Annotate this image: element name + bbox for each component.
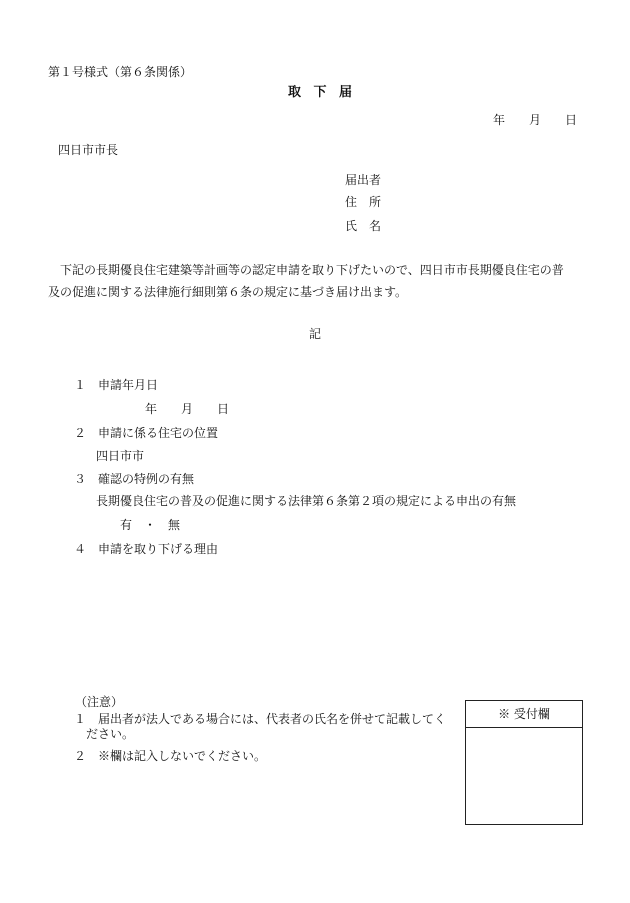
item1-label: １ 申請年月日 xyxy=(74,378,159,392)
item4-label: ４ 申請を取り下げる理由 xyxy=(74,542,219,556)
item3-label: ３ 確認の特例の有無 xyxy=(74,472,195,486)
notes-heading: （注意） xyxy=(75,695,124,709)
receipt-header xyxy=(466,701,582,728)
item1-value: 年 月 日 xyxy=(145,402,230,416)
addressee: 四日市市長 xyxy=(58,143,119,157)
ki-label: 記 xyxy=(309,327,322,341)
body-line-2: 及の促進に関する法律施行細則第６条の規定に基づき届け出ます。 xyxy=(48,285,408,299)
note1-line1: １ 届出者が法人である場合には、代表者の氏名を併せて記載してく xyxy=(74,712,447,726)
applicant-name-label: 氏 名 xyxy=(345,219,382,233)
receipt-box xyxy=(465,700,583,825)
body-paragraph xyxy=(48,259,593,303)
item2-value: 四日市市 xyxy=(96,449,145,463)
form-number: 第１号様式（第６条関係） xyxy=(48,65,193,79)
date-line: 年 月 日 xyxy=(493,113,578,127)
body-line-1: 下記の長期優良住宅建築等計画等の認定申請を取り下げたいので、四日市市長期優良住宅の普 xyxy=(60,263,564,277)
item3-choice: 有 ・ 無 xyxy=(120,518,181,532)
applicant-address-label: 住 所 xyxy=(345,195,382,209)
document-title: 取 下 届 xyxy=(288,85,357,100)
note2: ２ ※欄は記入しないでください。 xyxy=(74,749,267,763)
applicant-heading: 届出者 xyxy=(345,173,382,187)
note1-line2: ださい。 xyxy=(86,727,135,741)
item2-label: ２ 申請に係る住宅の位置 xyxy=(74,426,219,440)
receipt-label: ※ 受付欄 xyxy=(498,707,550,721)
item3-description: 長期優良住宅の普及の促進に関する法律第６条第２項の規定による申出の有無 xyxy=(96,494,517,508)
